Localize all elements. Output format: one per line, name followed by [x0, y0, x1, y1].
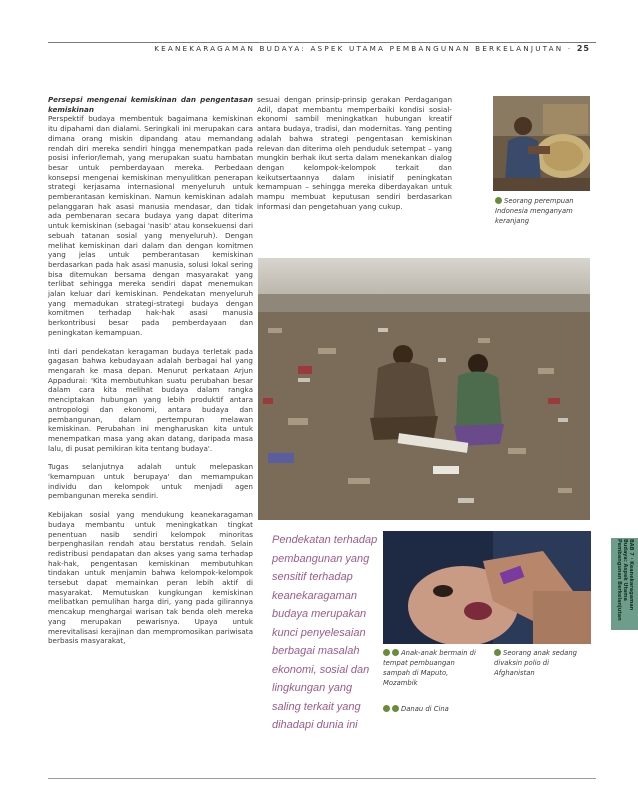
header-rule	[48, 42, 596, 43]
chapter-side-tab	[611, 538, 638, 630]
photo-dump-children	[258, 258, 590, 520]
caption-bullet-icon	[383, 649, 390, 656]
caption-bullet-icon	[392, 705, 399, 712]
paragraph-text: Perspektif budaya membentuk bagaimana kemiskinan itu dipahami dan dialami. Seringkali ini merupakan cara dimana orang miskin dipandang atau memandang rendah diri mereka sendiri hingga menempatkan pada posisi inferior/lemah, yang merupakan suatu hambatan besar untuk pemberdayaan mereka. Perbedaan konsepsi mengenai kemiskinan menyulitkan penerapan strategi kerjasama internasional menyeluruh untuk pemberantasan kemiskinan. Namun kemiskinan adalah pelanggaran hak asasi manusia mendasar, dan tidak ada pembenaran secara budaya yang dapat diterima untuk kemiskinan (sebagai 'nasib' atau konsekuensi dari sebuah tatanan sosial yang menyeluruh). Dengan melihat kemiskinan dari dalam dan dengan komitmen yang jelas untuk pemberantasan kemiskinan berdasarkan pada hak asasi manusia, solusi lokal sering bisa ditemukan bersama dengan masyarakat yang terlibat sehingga mereka sendiri dapat menemukan jalan keluar dari kemiskinan. Pendekatan menyeluruh yang memadukan strategi-strategi budaya dengan komitmen terhadap hak-hak asasi manusia berkontribusi besar pada pemberdayaan dan peningkatan kemampuan.	[48, 114, 253, 337]
running-header	[150, 44, 590, 53]
column-middle	[257, 95, 452, 220]
caption-bullet-icon	[494, 649, 501, 656]
side-tab-title: Keanekaragaman Budaya: Aspek Utama Pembangunan Berkelanjutan	[615, 539, 634, 621]
paragraph: sesuai dengan prinsip-prinsip gerakan Perdagangan Adil, dapat membantu memperbaiki kondisi sosial-ekonomi sambil meningkatkan hubungan kreatif antara budaya, tradisi, dan modernitas. Yang penting adalah bahwa strategi pengentasan kemiskinan relevan dan diterima oleh penduduk setempat – yang mungkin berhak ikut serta dalam menekankan dialog dengan kelompok-kelompok terkait dan keikutsertaannya dalam inisiatif peningkatan kemampuan – sehingga mereka diberdayakan untuk mampu membuat keputusan sendiri berdasarkan informasi dan pengetahuan yang cukup.	[257, 95, 452, 211]
photo-polio-vaccination	[383, 531, 591, 644]
caption-polio: Seorang anak sedang divaksin polio di Afghanistan	[494, 649, 577, 677]
caption-lake: Danau di Cina	[383, 704, 479, 714]
paragraph: Tugas selanjutnya adalah untuk melepaskan 'kemampuan untuk berupaya' dan memampukan individu dan kelompok untuk menjadi agen pembangunan mereka sendiri.	[48, 462, 253, 501]
dump-illustration	[258, 258, 590, 520]
side-tab-text: BAB 7 · Keanekaragaman Budaya: Aspek Utama Pembangunan Berkelanjutan	[615, 539, 634, 621]
caption-bullet-icon	[383, 705, 390, 712]
side-tab-number: BAB 7	[627, 539, 634, 556]
pull-quote: Pendekatan terhadap pembangunan yang sensitif terhadap keanekaragaman budaya merupakan kunci penyelesaian berbagai masalah ekonomi, sosial dan lingkungan yang saling terkait yang dihadapi dunia ini	[272, 534, 378, 731]
caption-bullet-icon	[392, 649, 399, 656]
caption-dump: Anak-anak bermain di tempat pembuangan sampah di Maputo, Mozambik	[383, 649, 476, 687]
column-left	[48, 95, 253, 655]
polio-illustration	[383, 531, 591, 644]
paragraph-lead: Persepsi mengenai kemiskinan dan pengentasan kemiskinan	[48, 95, 253, 114]
page-number: 25	[576, 44, 590, 53]
weaver-illustration	[493, 96, 590, 191]
running-title: KEANEKARAGAMAN BUDAYA: ASPEK UTAMA PEMBANGUNAN BERKELANJUTAN	[154, 44, 564, 53]
paragraph: Inti dari pendekatan keragaman budaya terletak pada gagasan bahwa kebudayaan adalah berbagai hal yang mengarah ke masa depan. Menurut perkataan Arjun Appadurai: 'Kita membutuhkan suatu perubahan besar dalam cara kita melihat budaya dalam rangka menciptakan hubungan yang lebih produktif antara antropologi dan ekonomi, antara budaya dan pembangunan, dalam pertempuran melawan kemiskinan. Perubahan ini mengharuskan kita untuk menempatkan masa yang akan datang, daripada masa lalu, di pusat pemikiran kita tentang budaya'.	[48, 346, 253, 453]
photo-weaver	[493, 96, 590, 191]
header-separator: ·	[563, 44, 577, 53]
caption-weaver: Seorang perempuan Indonesia menganyam keranjang	[495, 197, 574, 225]
caption-bullet-icon	[495, 197, 502, 204]
footer-rule	[48, 778, 596, 779]
paragraph: Kebijakan sosial yang mendukung keanekaragaman budaya membantu untuk meningkatkan tingkat penentuan nasib sendiri kelompok minoritas berpenghasilan rendah atau berstatus rendah. Selain redistribusi pendapatan dan akses yang sama terhadap hak-hak, pengentasan kemiskinan membutuhkan tindakan untuk menjamin bahwa kelompok-kelompok tersebut dapat memainkan peran lebih aktif di masyarakat. Memutuskan kungkungan kemiskinan melibatkan pemulihan harga diri, yang pada gilirannya mencakup menghargai warisan tak benda oleh mereka yang merupakan pewarisnya. Upaya untuk merevitalisasi kerajinan dan mempromosikan pariwisata berbasis masyarakat,	[48, 510, 253, 646]
paragraph	[48, 95, 253, 338]
